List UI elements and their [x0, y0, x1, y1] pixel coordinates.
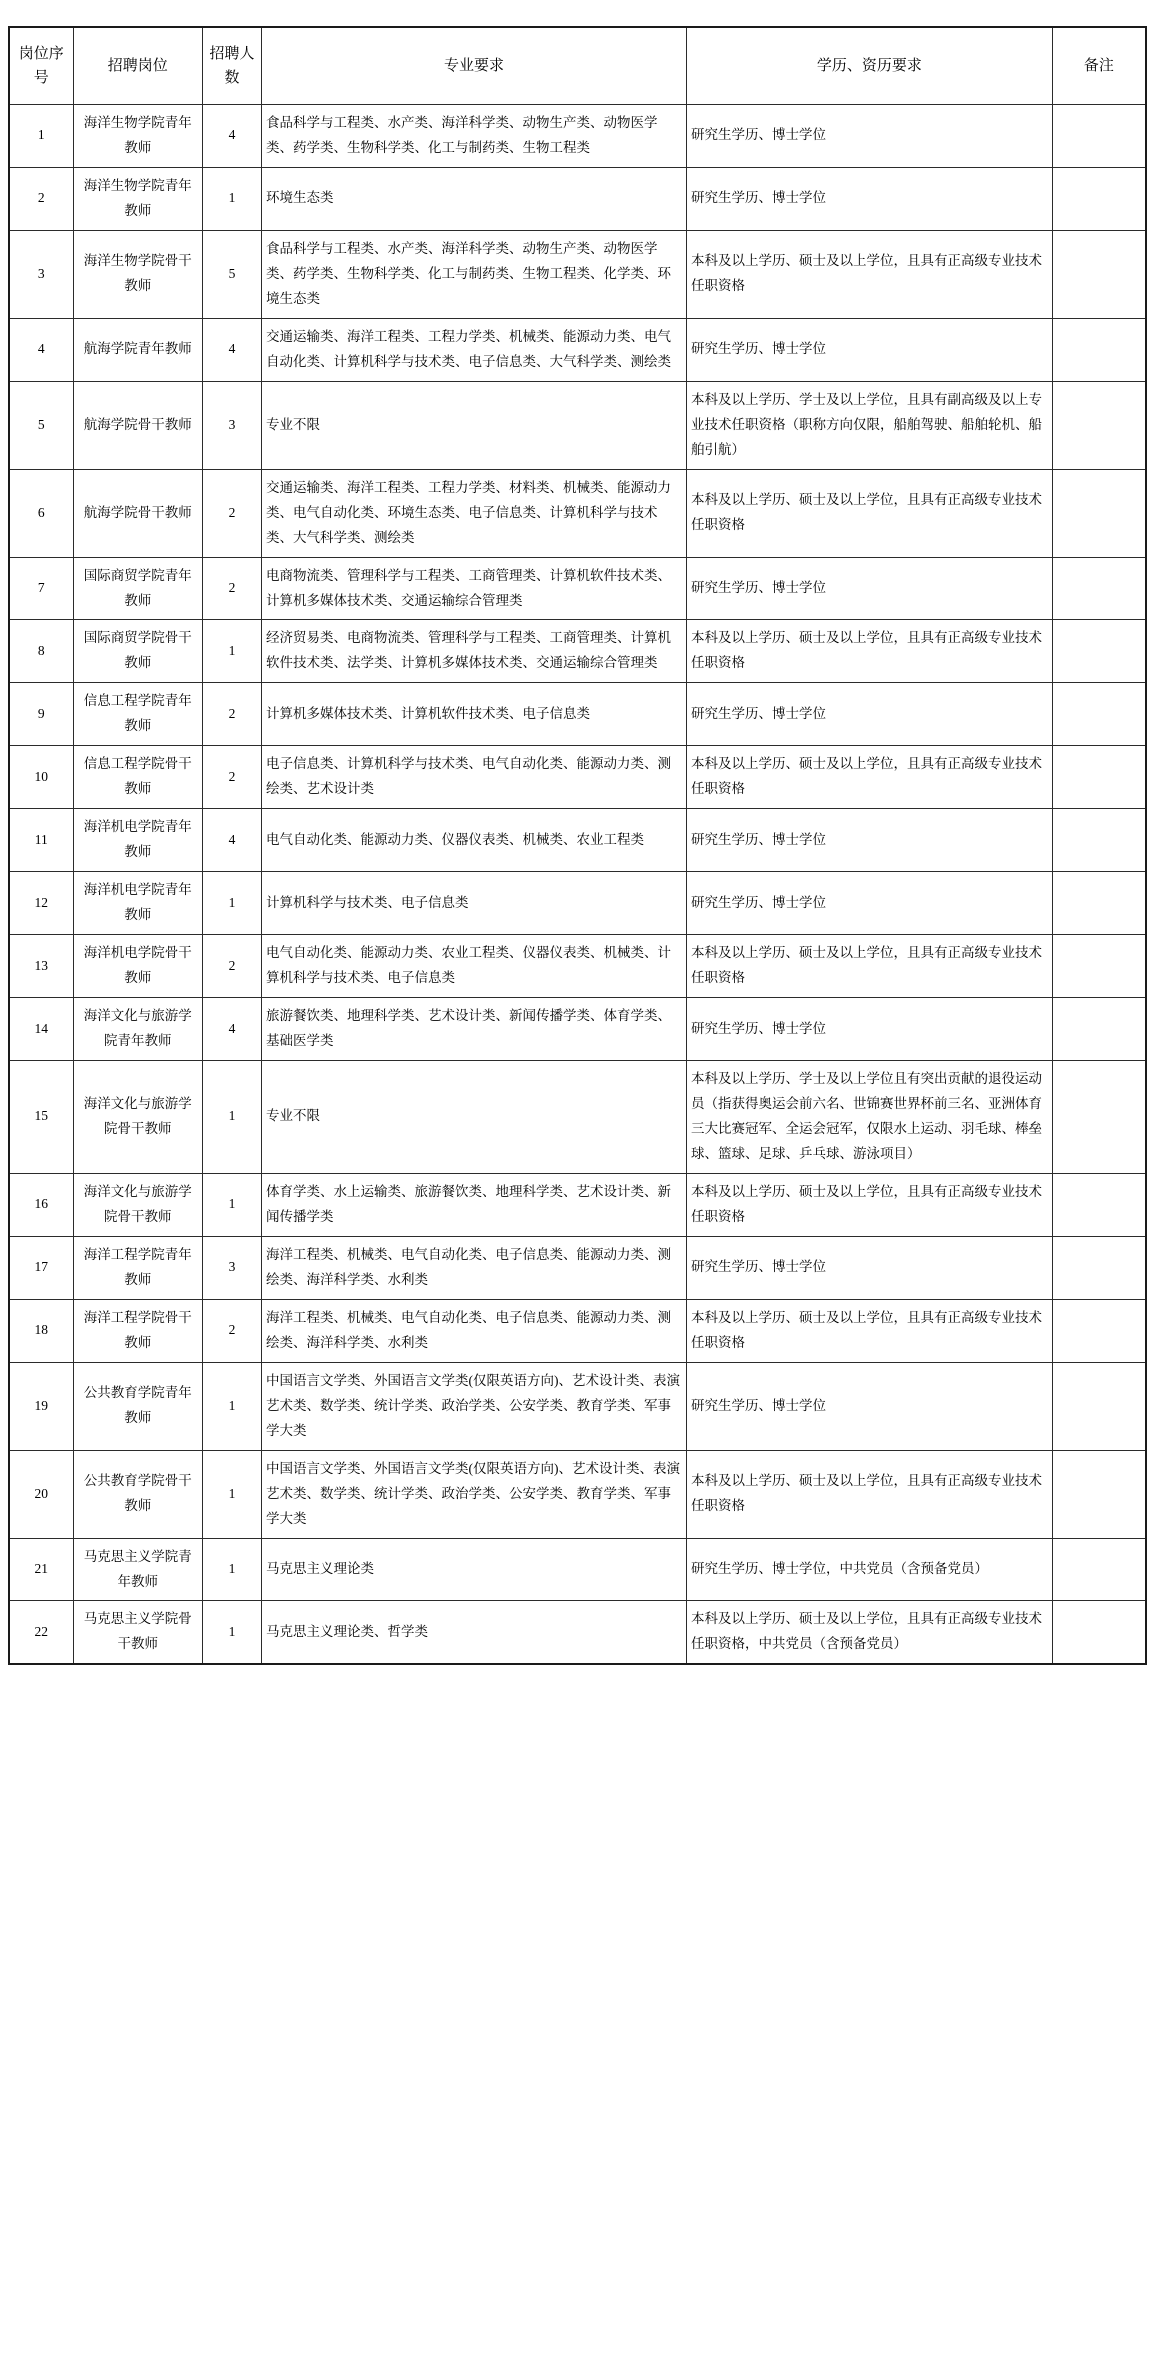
- cell-seq: 3: [9, 230, 73, 318]
- cell-edu: 研究生学历、博士学位: [687, 1362, 1053, 1450]
- cell-count: 1: [202, 1362, 261, 1450]
- cell-major: 海洋工程类、机械类、电气自动化类、电子信息类、能源动力类、测绘类、海洋科学类、水利类: [262, 1299, 687, 1362]
- cell-remark: [1052, 746, 1146, 809]
- cell-post: 航海学院青年教师: [73, 318, 202, 381]
- cell-seq: 14: [9, 998, 73, 1061]
- cell-post: 马克思主义学院骨干教师: [73, 1601, 202, 1664]
- table-row: [9, 935, 1146, 998]
- cell-post: 海洋工程学院骨干教师: [73, 1299, 202, 1362]
- table-row: [9, 620, 1146, 683]
- cell-major: 专业不限: [262, 381, 687, 469]
- cell-post: 公共教育学院骨干教师: [73, 1450, 202, 1538]
- cell-edu: 研究生学历、博士学位: [687, 105, 1053, 168]
- cell-edu: 本科及以上学历、硕士及以上学位，且具有正高级专业技术任职资格: [687, 1299, 1053, 1362]
- table-row: [9, 1236, 1146, 1299]
- cell-edu: 本科及以上学历、学士及以上学位且有突出贡献的退役运动员（指获得奥运会前六名、世锦赛世界杯前三名、亚洲体育三大比赛冠军、全运会冠军，仅限水上运动、羽毛球、棒垒球、篮球、足球、乒乓球、游泳项目）: [687, 1061, 1053, 1174]
- cell-seq: 21: [9, 1538, 73, 1601]
- table-body: [9, 105, 1146, 1665]
- cell-edu: 研究生学历、博士学位，中共党员（含预备党员）: [687, 1538, 1053, 1601]
- cell-seq: 17: [9, 1236, 73, 1299]
- cell-remark: [1052, 1601, 1146, 1664]
- cell-seq: 16: [9, 1173, 73, 1236]
- cell-edu: 研究生学历、博士学位: [687, 557, 1053, 620]
- cell-count: 2: [202, 746, 261, 809]
- cell-edu: 本科及以上学历、硕士及以上学位，且具有正高级专业技术任职资格: [687, 935, 1053, 998]
- cell-count: 1: [202, 1538, 261, 1601]
- cell-post: 海洋生物学院青年教师: [73, 167, 202, 230]
- cell-edu: 本科及以上学历、硕士及以上学位，且具有正高级专业技术任职资格: [687, 746, 1053, 809]
- cell-count: 1: [202, 167, 261, 230]
- table-row: [9, 683, 1146, 746]
- cell-seq: 12: [9, 872, 73, 935]
- cell-post: 海洋文化与旅游学院骨干教师: [73, 1173, 202, 1236]
- cell-seq: 11: [9, 809, 73, 872]
- cell-count: 5: [202, 230, 261, 318]
- cell-edu: 本科及以上学历、硕士及以上学位，且具有正高级专业技术任职资格: [687, 1450, 1053, 1538]
- cell-post: 海洋工程学院青年教师: [73, 1236, 202, 1299]
- cell-post: 公共教育学院青年教师: [73, 1362, 202, 1450]
- cell-post: 海洋机电学院青年教师: [73, 872, 202, 935]
- table-row: [9, 230, 1146, 318]
- table-row: [9, 1538, 1146, 1601]
- table-row: [9, 872, 1146, 935]
- cell-count: 1: [202, 872, 261, 935]
- cell-seq: 6: [9, 469, 73, 557]
- cell-edu: 本科及以上学历、硕士及以上学位，且具有正高级专业技术任职资格: [687, 620, 1053, 683]
- cell-major: 中国语言文学类、外国语言文学类(仅限英语方向)、艺术设计类、表演艺术类、数学类、统计学类、政治学类、公安学类、教育学类、军事学大类: [262, 1362, 687, 1450]
- cell-post: 海洋机电学院青年教师: [73, 809, 202, 872]
- page-artifact-line: [36, 12, 1147, 22]
- cell-post: 海洋生物学院青年教师: [73, 105, 202, 168]
- recruitment-table: [8, 26, 1147, 1665]
- cell-remark: [1052, 381, 1146, 469]
- cell-seq: 15: [9, 1061, 73, 1174]
- cell-count: 1: [202, 1061, 261, 1174]
- cell-count: 1: [202, 1173, 261, 1236]
- cell-count: 2: [202, 1299, 261, 1362]
- cell-remark: [1052, 683, 1146, 746]
- column-header-count: 招聘人数: [202, 27, 261, 105]
- table-header-row: [9, 27, 1146, 105]
- table-row: [9, 1173, 1146, 1236]
- cell-count: 1: [202, 620, 261, 683]
- cell-count: 1: [202, 1601, 261, 1664]
- cell-major: 计算机多媒体技术类、计算机软件技术类、电子信息类: [262, 683, 687, 746]
- cell-major: 体育学类、水上运输类、旅游餐饮类、地理科学类、艺术设计类、新闻传播学类: [262, 1173, 687, 1236]
- cell-major: 电气自动化类、能源动力类、仪器仪表类、机械类、农业工程类: [262, 809, 687, 872]
- cell-seq: 20: [9, 1450, 73, 1538]
- cell-count: 4: [202, 809, 261, 872]
- cell-major: 食品科学与工程类、水产类、海洋科学类、动物生产类、动物医学类、药学类、生物科学类、化工与制药类、生物工程类: [262, 105, 687, 168]
- cell-post: 航海学院骨干教师: [73, 469, 202, 557]
- cell-remark: [1052, 620, 1146, 683]
- cell-post: 航海学院骨干教师: [73, 381, 202, 469]
- cell-remark: [1052, 998, 1146, 1061]
- cell-post: 信息工程学院青年教师: [73, 683, 202, 746]
- cell-post: 海洋文化与旅游学院青年教师: [73, 998, 202, 1061]
- table-row: [9, 167, 1146, 230]
- cell-count: 1: [202, 1450, 261, 1538]
- cell-seq: 18: [9, 1299, 73, 1362]
- table-row: [9, 1450, 1146, 1538]
- cell-count: 4: [202, 998, 261, 1061]
- cell-remark: [1052, 1450, 1146, 1538]
- cell-edu: 研究生学历、博士学位: [687, 998, 1053, 1061]
- cell-seq: 5: [9, 381, 73, 469]
- column-header-post: 招聘岗位: [73, 27, 202, 105]
- cell-edu: 研究生学历、博士学位: [687, 872, 1053, 935]
- cell-post: 海洋机电学院骨干教师: [73, 935, 202, 998]
- cell-post: 马克思主义学院青年教师: [73, 1538, 202, 1601]
- cell-remark: [1052, 1538, 1146, 1601]
- cell-count: 3: [202, 381, 261, 469]
- cell-seq: 9: [9, 683, 73, 746]
- cell-remark: [1052, 1173, 1146, 1236]
- cell-major: 电商物流类、管理科学与工程类、工商管理类、计算机软件技术类、计算机多媒体技术类、交通运输综合管理类: [262, 557, 687, 620]
- table-row: [9, 318, 1146, 381]
- cell-count: 2: [202, 935, 261, 998]
- cell-major: 海洋工程类、机械类、电气自动化类、电子信息类、能源动力类、测绘类、海洋科学类、水利类: [262, 1236, 687, 1299]
- table-row: [9, 381, 1146, 469]
- column-header-seq: 岗位序号: [9, 27, 73, 105]
- cell-major: 计算机科学与技术类、电子信息类: [262, 872, 687, 935]
- cell-major: 旅游餐饮类、地理科学类、艺术设计类、新闻传播学类、体育学类、基础医学类: [262, 998, 687, 1061]
- cell-edu: 本科及以上学历、硕士及以上学位，且具有正高级专业技术任职资格: [687, 1173, 1053, 1236]
- cell-edu: 研究生学历、博士学位: [687, 318, 1053, 381]
- cell-seq: 22: [9, 1601, 73, 1664]
- cell-edu: 本科及以上学历、学士及以上学位，且具有副高级及以上专业技术任职资格（职称方向仅限，船舶驾驶、船舶轮机、船舶引航）: [687, 381, 1053, 469]
- cell-post: 国际商贸学院骨干教师: [73, 620, 202, 683]
- cell-seq: 2: [9, 167, 73, 230]
- cell-major: 交通运输类、海洋工程类、工程力学类、材料类、机械类、能源动力类、电气自动化类、环境生态类、电子信息类、计算机科学与技术类、大气科学类、测绘类: [262, 469, 687, 557]
- table-row: [9, 557, 1146, 620]
- cell-remark: [1052, 469, 1146, 557]
- cell-major: 专业不限: [262, 1061, 687, 1174]
- table-row: [9, 746, 1146, 809]
- table-row: [9, 105, 1146, 168]
- cell-remark: [1052, 1061, 1146, 1174]
- cell-count: 2: [202, 469, 261, 557]
- cell-count: 2: [202, 683, 261, 746]
- cell-edu: 研究生学历、博士学位: [687, 809, 1053, 872]
- cell-edu: 研究生学历、博士学位: [687, 167, 1053, 230]
- cell-seq: 13: [9, 935, 73, 998]
- cell-edu: 本科及以上学历、硕士及以上学位，且具有正高级专业技术任职资格: [687, 469, 1053, 557]
- cell-remark: [1052, 1236, 1146, 1299]
- cell-remark: [1052, 230, 1146, 318]
- cell-remark: [1052, 1299, 1146, 1362]
- cell-major: 马克思主义理论类、哲学类: [262, 1601, 687, 1664]
- cell-count: 3: [202, 1236, 261, 1299]
- cell-count: 4: [202, 105, 261, 168]
- table-header: [9, 27, 1146, 105]
- cell-post: 海洋文化与旅游学院骨干教师: [73, 1061, 202, 1174]
- cell-remark: [1052, 167, 1146, 230]
- cell-remark: [1052, 872, 1146, 935]
- cell-seq: 7: [9, 557, 73, 620]
- cell-remark: [1052, 809, 1146, 872]
- cell-seq: 4: [9, 318, 73, 381]
- cell-major: 中国语言文学类、外国语言文学类(仅限英语方向)、艺术设计类、表演艺术类、数学类、统计学类、政治学类、公安学类、教育学类、军事学大类: [262, 1450, 687, 1538]
- cell-edu: 本科及以上学历、硕士及以上学位，且具有正高级专业技术任职资格: [687, 230, 1053, 318]
- cell-major: 环境生态类: [262, 167, 687, 230]
- cell-remark: [1052, 1362, 1146, 1450]
- table-row: [9, 469, 1146, 557]
- table-row: [9, 1061, 1146, 1174]
- table-row: [9, 1601, 1146, 1664]
- cell-post: 国际商贸学院青年教师: [73, 557, 202, 620]
- cell-edu: 研究生学历、博士学位: [687, 1236, 1053, 1299]
- cell-seq: 1: [9, 105, 73, 168]
- cell-count: 2: [202, 557, 261, 620]
- cell-seq: 19: [9, 1362, 73, 1450]
- cell-major: 电气自动化类、能源动力类、农业工程类、仪器仪表类、机械类、计算机科学与技术类、电子信息类: [262, 935, 687, 998]
- cell-edu: 研究生学历、博士学位: [687, 683, 1053, 746]
- cell-major: 食品科学与工程类、水产类、海洋科学类、动物生产类、动物医学类、药学类、生物科学类、化工与制药类、生物工程类、化学类、环境生态类: [262, 230, 687, 318]
- cell-seq: 8: [9, 620, 73, 683]
- column-header-edu: 学历、资历要求: [687, 27, 1053, 105]
- cell-major: 经济贸易类、电商物流类、管理科学与工程类、工商管理类、计算机软件技术类、法学类、计算机多媒体技术类、交通运输综合管理类: [262, 620, 687, 683]
- cell-remark: [1052, 557, 1146, 620]
- cell-edu: 本科及以上学历、硕士及以上学位，且具有正高级专业技术任职资格，中共党员（含预备党员）: [687, 1601, 1053, 1664]
- table-row: [9, 1362, 1146, 1450]
- table-row: [9, 998, 1146, 1061]
- table-row: [9, 1299, 1146, 1362]
- column-header-remark: 备注: [1052, 27, 1146, 105]
- cell-major: 电子信息类、计算机科学与技术类、电气自动化类、能源动力类、测绘类、艺术设计类: [262, 746, 687, 809]
- cell-post: 信息工程学院骨干教师: [73, 746, 202, 809]
- column-header-major: 专业要求: [262, 27, 687, 105]
- cell-remark: [1052, 318, 1146, 381]
- cell-remark: [1052, 105, 1146, 168]
- cell-seq: 10: [9, 746, 73, 809]
- cell-count: 4: [202, 318, 261, 381]
- cell-major: 交通运输类、海洋工程类、工程力学类、机械类、能源动力类、电气自动化类、计算机科学与技术类、电子信息类、大气科学类、测绘类: [262, 318, 687, 381]
- cell-post: 海洋生物学院骨干教师: [73, 230, 202, 318]
- cell-major: 马克思主义理论类: [262, 1538, 687, 1601]
- cell-remark: [1052, 935, 1146, 998]
- table-row: [9, 809, 1146, 872]
